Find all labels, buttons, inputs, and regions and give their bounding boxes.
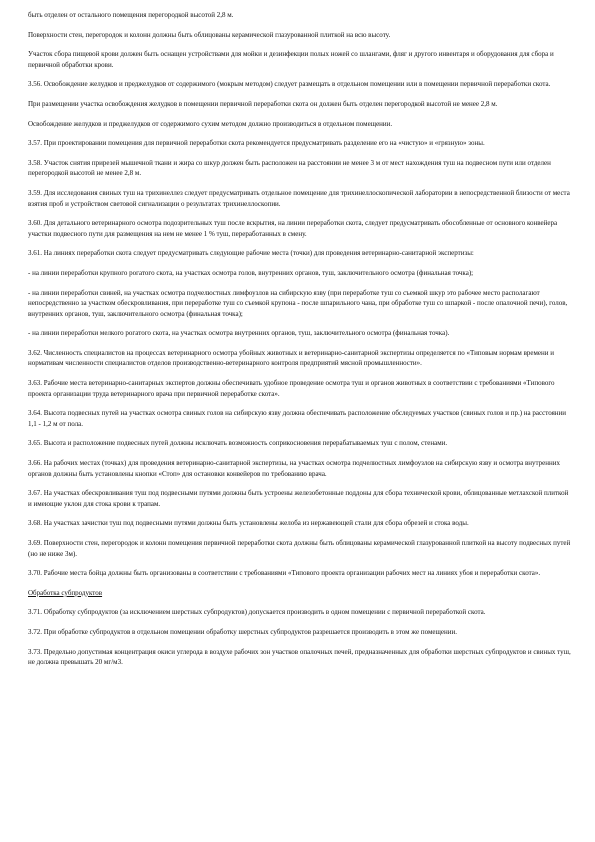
- list-item: - на линии переработки мелкого рогатого скота, на участках осмотра внутренних органов, туш, заключительного осмотра (финальная точка).: [28, 329, 450, 338]
- paragraph: 3.59. Для исследования свиных туш на трихинеллез следует предусматривать отдельное помещение для трихинеллоскопической лаборатории в непосредственной близости от места взятия проб и устройством световой сигнализации о результатах трихинеллоскопии.: [28, 188, 570, 208]
- paragraph: 3.66. На рабочих местах (точках) для проведения ветеринарно-санитарной экспертизы, на участках осмотра подчелюстных лимфоузлов на сибирскую язву и осмотра внутренних органов должны быть установлены кнопки «Стоп» для остановки конвейеров по требованию врача.: [28, 459, 561, 478]
- paragraph: Поверхности стен, перегородок и колонн должны быть облицованы керамической глазурованной плиткой на всю высоту.: [28, 30, 391, 39]
- paragraph: 3.72. При обработке субпродуктов в отдельном помещении обработку шерстных субпродуктов разрешается производить в этом же помещении.: [28, 627, 457, 636]
- paragraph: 3.73. Предельно допустимая концентрация окиси углерода в воздухе рабочих зон участков опалочных печей, предназначенных для обработки шерстных субпродуктов и свиных туш, не должна превышать 20 мг/м3.: [28, 647, 571, 667]
- paragraph: 3.61. На линиях переработки скота следует предусматривать следующие рабочие места (точки) для проведения ветеринарно-санитарной экспертизы:: [28, 249, 474, 258]
- paragraph: 3.71. Обработку субпродуктов (за исключением шерстных субпродуктов) допускается производить в одном помещении с первичной переработкой скота.: [28, 608, 486, 617]
- list-item: - на линии переработки крупного рогатого скота, на участках осмотра голов, внутренних органов, туш, заключительного осмотра (финальная точка);: [28, 268, 474, 277]
- paragraph: 3.68. На участках зачистки туш под подвесными путями должны быть установлены желоба из нержавеющей стали для сбора обрезей и стока воды.: [28, 519, 469, 528]
- paragraph: Участок сбора пищевой крови должен быть оснащен устройствами для мойки и дезинфекции полых ножей со шлангами, фляг и другого инвентаря и оборудования для сбора и первичной обработки крови.: [28, 50, 554, 69]
- paragraph: быть отделен от остального помещения перегородкой высотой 2,8 м.: [28, 11, 234, 19]
- paragraph: 3.64. Высота подвесных путей на участках осмотра свиных голов на сибирскую язву должна обеспечивать расположение обследуемых участков (свиных голов и пр.) на расстоянии 1,1 - 1,2 м от пола.: [28, 409, 567, 428]
- paragraph: 3.63. Рабочие места ветеринарно-санитарных экспертов должны обеспечивать удобное проведение осмотра туш и органов животных в соответствии с требованиями «Типового проекта организации труда ветеринарного врача при первичной переработке скота».: [28, 379, 555, 398]
- paragraph: При размещении участка освобождения желудков в помещении первичной переработки скота он должен быть отделен перегородкой высотой не менее 2,8 м.: [28, 99, 498, 108]
- paragraph: 3.57. При проектировании помещения для первичной переработки скота рекомендуется предусматривать разделение его на «чистую» и «грязную» зоны.: [28, 139, 485, 148]
- paragraph: 3.56. Освобождение желудков и преджелудков от содержимого (мокрым методом) следует размещать в отдельном помещении или в помещении первичной переработки скота.: [28, 80, 551, 89]
- section-heading: Обработка субпродуктов: [28, 588, 103, 597]
- paragraph: 3.60. Для детального ветеринарного осмотра подозрительных туш после вскрытия, на линии переработки скота, следует предусматривать обособленные от основного конвейера участки подвесного пути для размещения на нем не менее 1 % туш, переработанных в смену.: [28, 219, 558, 238]
- paragraph: 3.69. Поверхности стен, перегородок и колонн помещения первичной переработки скота должны быть облицованы керамической глазурованной плиткой на высоту подвесных путей (но не ниже 3м).: [28, 539, 571, 558]
- paragraph: 3.65. Высота и расположение подвесных путей должны исключать возможность соприкосновения перерабатываемых туш с полом, стенами.: [28, 439, 448, 448]
- paragraph: Освобождение желудков и преджелудков от содержимого сухим методом должно производиться в отдельном помещении.: [28, 119, 393, 128]
- paragraph: 3.67. На участках обескровливания туш под подвесными путями должны быть устроены железобетонные поддоны для сбора технической крови, облицованные метлахской плиткой и имеющие уклон для стока крови к трапам.: [28, 489, 569, 508]
- list-item: - на линии переработки свиней, на участках осмотра подчелюстных лимфоузлов на сибирскую язву (при переработке туш со съемкой шкур это рабочее место располагают непосредственно за участком обескровливания, при переработке туш со съемкой крупона - после шпарильного чана, при обработке туш со шпаркой - после опалочной печи), голов, внутренних органов, туш, заключительного осмотра (финальная точка);: [28, 288, 568, 318]
- paragraph: 3.58. Участок снятия прирезей мышечной ткани и жира со шкур должен быть расположен на расстоянии не менее 3 м от мест нахождения туш на подвесном пути или отделен перегородкой высотой не менее 2,8 м.: [28, 158, 551, 178]
- paragraph: 3.70. Рабочие места бойца должны быть организованы в соответствии с требованиями «Типового проекта организации рабочих мест на линиях убоя и переработки скота».: [28, 569, 541, 578]
- paragraph: 3.62. Численность специалистов на процессах ветеринарного осмотра убойных животных и ветеринарно-санитарной экспертизы определяется по «Типовым нормам времени и нормативам численности специалистов отделов производственно-ветеринарного контроля предприятий мясной промышленности».: [28, 348, 555, 368]
